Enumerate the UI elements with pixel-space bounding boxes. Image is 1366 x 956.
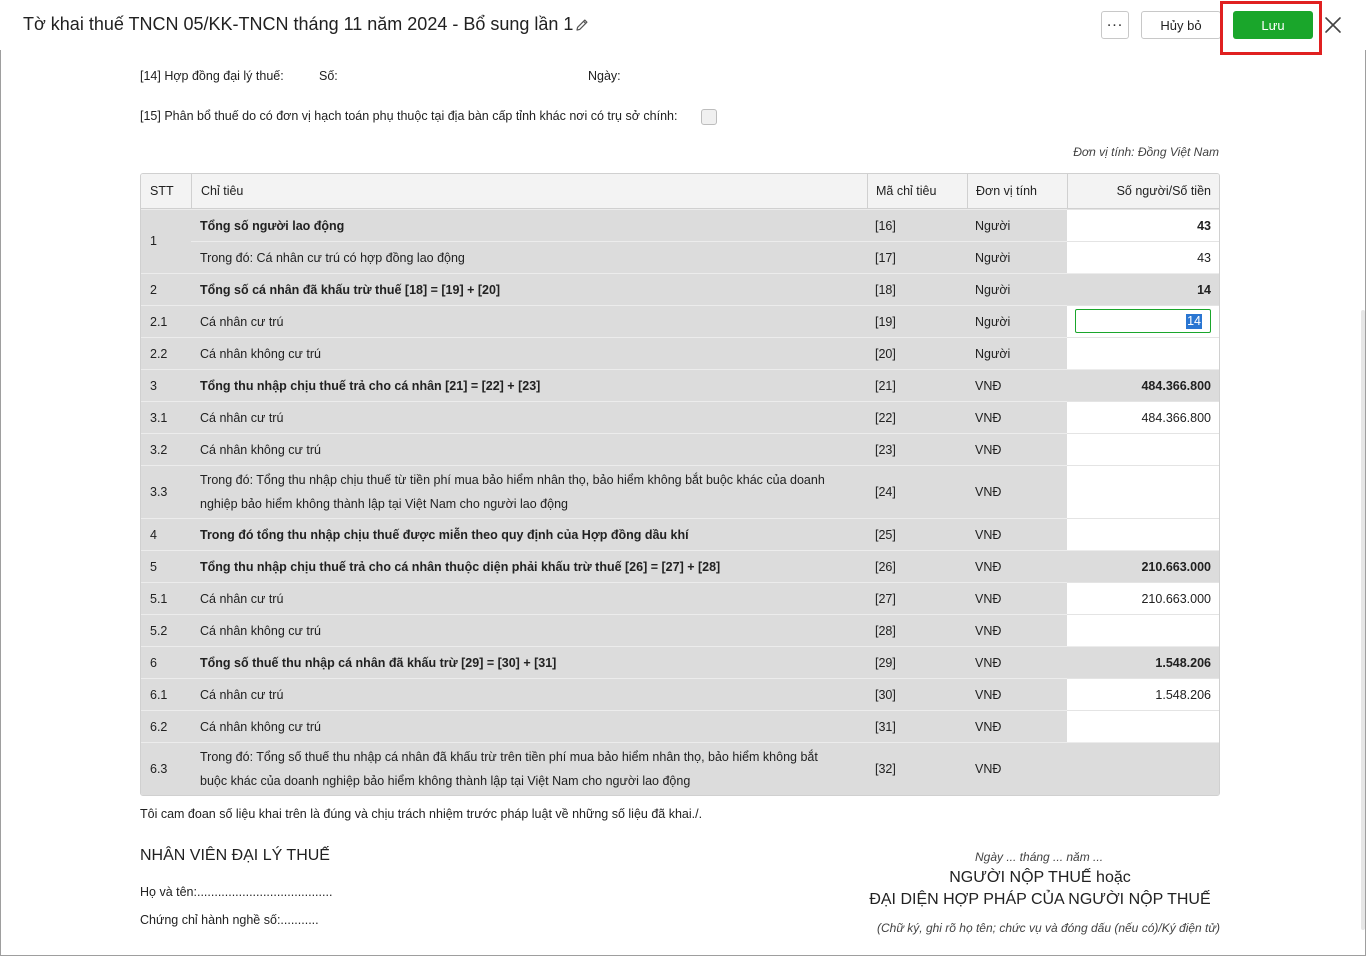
cancel-button[interactable]: Hủy bỏ bbox=[1141, 11, 1221, 39]
row-unit: Người bbox=[967, 305, 1067, 337]
row-value: 14 bbox=[1067, 273, 1219, 305]
table-row bbox=[141, 518, 1219, 550]
row-label: Cá nhân không cư trú bbox=[191, 337, 867, 369]
row-stt: 3.2 bbox=[141, 433, 191, 465]
row-value[interactable]: 43 bbox=[1067, 209, 1219, 241]
row-label: Cá nhân cư trú bbox=[191, 582, 867, 614]
tax-table bbox=[140, 173, 1220, 796]
table-row bbox=[141, 742, 1219, 795]
table-row bbox=[141, 465, 1219, 518]
row-value[interactable] bbox=[1067, 710, 1219, 742]
row-stt: 5 bbox=[141, 550, 191, 582]
row-code: [27] bbox=[867, 582, 967, 614]
table-row bbox=[141, 337, 1219, 369]
row-label: Cá nhân cư trú bbox=[191, 401, 867, 433]
table-row bbox=[141, 614, 1219, 646]
table-row bbox=[141, 433, 1219, 465]
row-value: 484.366.800 bbox=[1067, 369, 1219, 401]
sign-note: (Chữ ký, ghi rõ họ tên; chức vụ và đóng dấu (nếu có)/Ký điện tử) bbox=[877, 921, 1220, 935]
row-label: Trong đó: Tổng thu nhập chịu thuế từ tiền phí mua bảo hiểm nhân thọ, bảo hiểm không bắt buộc khác của doanh nghiệp bảo hiểm không thành lập tại Việt Nam cho người lao động bbox=[191, 465, 867, 518]
row-label: Trong đó: Tổng số thuế thu nhập cá nhân đã khấu trừ trên tiền phí mua bảo hiểm nhân thọ, bảo hiểm không bắt buộc khác của doanh nghiệp bảo hiểm không thành lập tại Việt Nam cho người lao động bbox=[191, 742, 867, 795]
table-row bbox=[141, 273, 1219, 305]
row-unit: VNĐ bbox=[967, 465, 1067, 518]
table-row bbox=[141, 582, 1219, 614]
row-stt: 6.1 bbox=[141, 678, 191, 710]
row-unit: Người bbox=[967, 209, 1067, 241]
row-code: [19] bbox=[867, 305, 967, 337]
row-stt-merged: 1 bbox=[150, 234, 157, 248]
row-label: Tổng số cá nhân đã khấu trừ thuế [18] = [19] + [20] bbox=[191, 273, 867, 305]
table-row bbox=[141, 646, 1219, 678]
row-value[interactable] bbox=[1067, 433, 1219, 465]
value-input-19[interactable] bbox=[1075, 309, 1211, 333]
scrollbar[interactable] bbox=[1361, 310, 1365, 930]
sign-title-1: NGƯỜI NỘP THUẾ hoặc bbox=[949, 869, 1131, 886]
row-value[interactable] bbox=[1067, 337, 1219, 369]
field14-so-label: Số: bbox=[319, 69, 338, 83]
row-code: [17] bbox=[867, 241, 967, 273]
more-icon: ... bbox=[1106, 13, 1124, 30]
row-stt: 2.1 bbox=[141, 305, 191, 337]
agent-title: NHÂN VIÊN ĐẠI LÝ THUẾ bbox=[140, 847, 330, 864]
field14-ngay-label: Ngày: bbox=[588, 69, 621, 83]
table-row bbox=[141, 550, 1219, 582]
row-label: Tổng số người lao động bbox=[191, 209, 867, 241]
row-stt: 6.2 bbox=[141, 710, 191, 742]
table-body bbox=[141, 209, 1219, 795]
more-options-button[interactable] bbox=[1101, 11, 1129, 39]
table-row bbox=[141, 710, 1219, 742]
row-value[interactable] bbox=[1067, 518, 1219, 550]
row-unit: VNĐ bbox=[967, 582, 1067, 614]
sign-date: Ngày ... tháng ... năm ... bbox=[975, 850, 1104, 864]
row-code: [18] bbox=[867, 273, 967, 305]
commitment-text: Tôi cam đoan số liệu khai trên là đúng và chịu trách nhiệm trước pháp luật về những số liệu đã khai./. bbox=[140, 807, 703, 821]
row-unit: Người bbox=[967, 273, 1067, 305]
unit-note: Đơn vị tính: Đồng Việt Nam bbox=[1073, 145, 1219, 159]
row-unit: VNĐ bbox=[967, 518, 1067, 550]
table-row bbox=[141, 678, 1219, 710]
row-unit: Người bbox=[967, 337, 1067, 369]
sign-title-2: ĐẠI DIỆN HỢP PHÁP CỦA NGƯỜI NỘP THUẾ bbox=[869, 891, 1211, 908]
header-value: Số người/Số tiền bbox=[1067, 174, 1219, 208]
row-stt: 6 bbox=[141, 646, 191, 678]
row-value[interactable] bbox=[1067, 614, 1219, 646]
table-header bbox=[141, 174, 1219, 209]
row-unit: VNĐ bbox=[967, 742, 1067, 795]
row-code: [30] bbox=[867, 678, 967, 710]
row-unit: Người bbox=[967, 241, 1067, 273]
row-unit: VNĐ bbox=[967, 614, 1067, 646]
row-code: [28] bbox=[867, 614, 967, 646]
row-code: [21] bbox=[867, 369, 967, 401]
field15-checkbox[interactable] bbox=[701, 109, 717, 125]
row-value: 1.548.206 bbox=[1067, 646, 1219, 678]
row-stt: 3.1 bbox=[141, 401, 191, 433]
row-code: [29] bbox=[867, 646, 967, 678]
row-stt: 4 bbox=[141, 518, 191, 550]
field14-label: [14] Hợp đồng đại lý thuế: bbox=[140, 69, 284, 83]
row-code: [16] bbox=[867, 209, 967, 241]
close-icon[interactable] bbox=[1323, 15, 1343, 35]
row-label: Trong đó tổng thu nhập chịu thuế được miễn theo quy định của Hợp đồng dầu khí bbox=[191, 518, 867, 550]
row-unit: VNĐ bbox=[967, 401, 1067, 433]
row-stt: 2 bbox=[141, 273, 191, 305]
row-stt: 5.2 bbox=[141, 614, 191, 646]
row-stt: 3 bbox=[141, 369, 191, 401]
row-value: 210.663.000 bbox=[1067, 550, 1219, 582]
row-code: [24] bbox=[867, 465, 967, 518]
row-code: [20] bbox=[867, 337, 967, 369]
table-row bbox=[141, 401, 1219, 433]
row-unit: VNĐ bbox=[967, 710, 1067, 742]
row-value[interactable] bbox=[1067, 465, 1219, 518]
field15-label: [15] Phân bổ thuế do có đơn vị hạch toán phụ thuộc tại địa bàn cấp tỉnh khác nơi có trụ sở chính: bbox=[140, 109, 678, 123]
table-row bbox=[141, 305, 1219, 337]
row-code: [25] bbox=[867, 518, 967, 550]
row-label: Trong đó: Cá nhân cư trú có hợp đồng lao động bbox=[191, 241, 867, 273]
row-code: [32] bbox=[867, 742, 967, 795]
agent-cert: Chứng chỉ hành nghề số:........... bbox=[140, 913, 319, 927]
row-unit: VNĐ bbox=[967, 646, 1067, 678]
header-stt: STT bbox=[150, 184, 174, 198]
row-label: Tổng thu nhập chịu thuế trả cho cá nhân thuộc diện phải khấu trừ thuế [26] = [27] + [28] bbox=[191, 550, 867, 582]
row-stt: 6.3 bbox=[141, 742, 191, 795]
row-code: [22] bbox=[867, 401, 967, 433]
save-highlight-box bbox=[1220, 1, 1322, 55]
save-button[interactable]: Lưu bbox=[1233, 11, 1313, 39]
dialog-header bbox=[0, 0, 1366, 50]
row-label: Cá nhân không cư trú bbox=[191, 614, 867, 646]
page-title: Tờ khai thuế TNCN 05/KK-TNCN tháng 11 năm 2024 - Bổ sung lần 1 bbox=[23, 14, 574, 34]
row-label: Cá nhân không cư trú bbox=[191, 433, 867, 465]
row-unit: VNĐ bbox=[967, 678, 1067, 710]
row-code: [31] bbox=[867, 710, 967, 742]
row-unit: VNĐ bbox=[967, 369, 1067, 401]
table-row bbox=[141, 209, 1219, 241]
row-stt: 3.3 bbox=[141, 465, 191, 518]
row-label: Tổng thu nhập chịu thuế trả cho cá nhân [21] = [22] + [23] bbox=[191, 369, 867, 401]
row-code: [26] bbox=[867, 550, 967, 582]
header-chi-tieu: Chỉ tiêu bbox=[191, 174, 867, 208]
row-stt: 5.1 bbox=[141, 582, 191, 614]
selected-value: 14 bbox=[1187, 313, 1201, 328]
row-value[interactable]: 484.366.800 bbox=[1067, 401, 1219, 433]
table-row bbox=[141, 241, 1219, 273]
row-value bbox=[1067, 742, 1219, 795]
row-label: Cá nhân không cư trú bbox=[191, 710, 867, 742]
row-stt: 2.2 bbox=[141, 337, 191, 369]
header-dv: Đơn vị tính bbox=[967, 174, 1067, 208]
row-label: Cá nhân cư trú bbox=[191, 305, 867, 337]
table-row bbox=[141, 369, 1219, 401]
agent-name: Họ và tên:....................................... bbox=[140, 885, 333, 899]
row-value[interactable]: 43 bbox=[1067, 241, 1219, 273]
row-value[interactable]: 210.663.000 bbox=[1067, 582, 1219, 614]
row-unit: VNĐ bbox=[967, 433, 1067, 465]
row-label: Tổng số thuế thu nhập cá nhân đã khấu trừ [29] = [30] + [31] bbox=[191, 646, 867, 678]
row-unit: VNĐ bbox=[967, 550, 1067, 582]
row-code: [23] bbox=[867, 433, 967, 465]
row-value[interactable]: 1.548.206 bbox=[1067, 678, 1219, 710]
pencil-icon[interactable] bbox=[574, 17, 590, 33]
row-label: Cá nhân cư trú bbox=[191, 678, 867, 710]
header-ma: Mã chỉ tiêu bbox=[867, 174, 967, 208]
